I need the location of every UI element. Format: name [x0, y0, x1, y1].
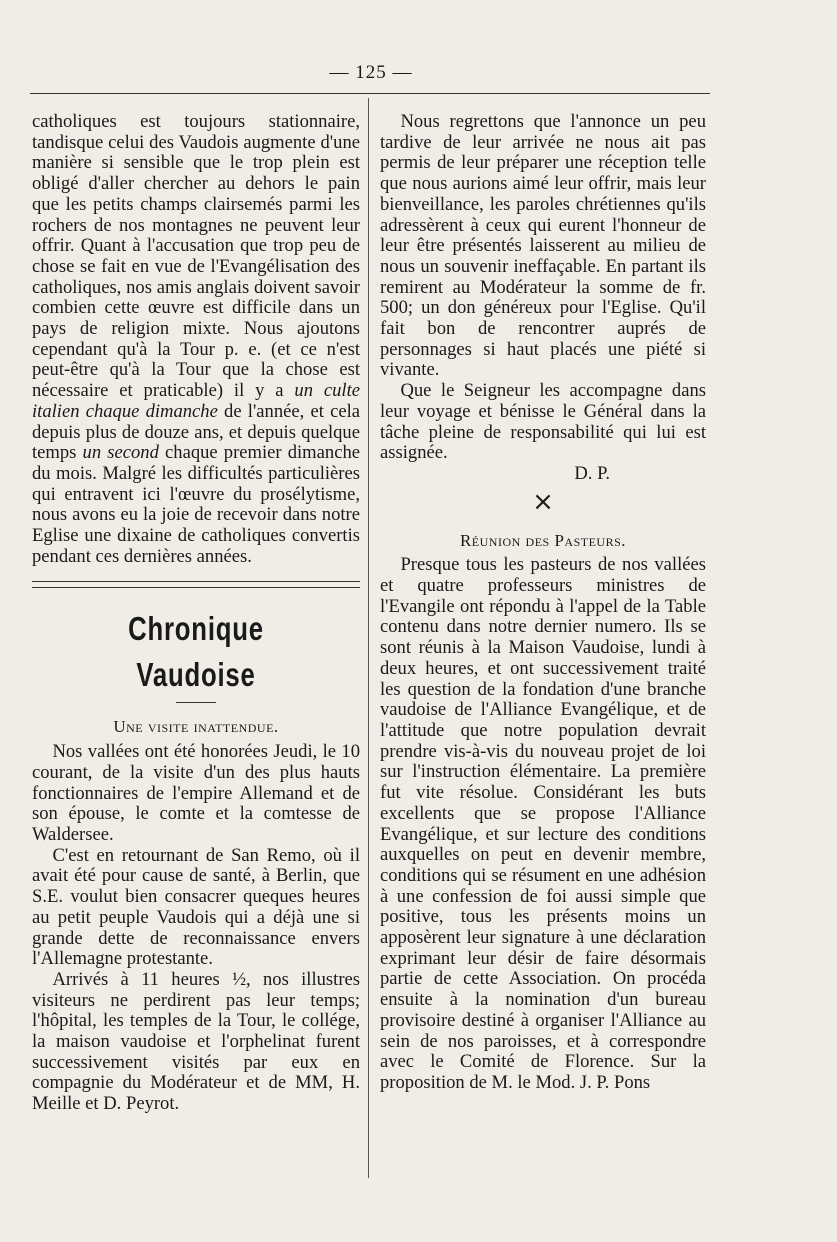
continued-text-3: chaque premier dimanche du mois. Malgré les difficultés particulières qui entravent ici l'œuvre du prosélytisme, nous avons eu la joie de recevoir dans notre Eglise une dixaine de catholiques convertis pendant ces dernières années.: [32, 442, 360, 567]
regret-paragraph: Nous regrettons que l'annonce un peu tardive de leur arrivée ne nous ait pas permis de leur préparer une réception telle que nous aurions aimé leur offrir, mais leur bienveillance, les paroles chrétiennes qu'ils adressèrent à ceux qui eurent l'honneur de leur être présentés laisserent au milieu de nous un souvenir ineffaçable. En partant ils remirent au Modérateur la somme de fr. 500; un don généreux pour l'Eglise. Qu'il fait bon de rencontrer auprés de personnages si haut placés une piété si vivante.: [380, 111, 706, 381]
italic-phrase-2: un second: [82, 442, 159, 464]
section-double-rule: [32, 581, 360, 588]
column-divider: [368, 98, 369, 1178]
reunion-heading: Réunion des Pasteurs.: [459, 530, 627, 550]
visit-paragraph-1: Nos vallées ont été honorées Jeudi, le 10 courant, de la visite d'un des plus hauts fonctionnaires de l'empire Allemand et de son épouse, le comte et la comtesse de Waldersee.: [32, 741, 360, 845]
header-rule: [30, 93, 710, 94]
continued-text: catholiques est toujours stationnaire, tandisque celui des Vaudois augmente d'une manière si sensible que le trop plein est obligé d'aller chercher au dehors le pain que les petits champs clairsemés parmi les rochers de nos montagnes ne peuvent leur offrir. Quant à l'accusation que trop peu de chose se fait en vue de l'Evangélisation des catholiques, nos amis anglais doivent savoir combien cette œuvre est difficile dans un pays de religion mixte. Nous ajoutons cependant qu'à la Tour p. e. (et ce n'est peut-être qu'à la Tour que la chose est nécessaire et praticable) il y a: [32, 111, 360, 402]
blessing-paragraph: Que le Seigneur les accompagne dans leur voyage et bénisse le Général dans la tâche pleine de responsabilité qui lui est assignée.: [380, 380, 706, 464]
cross-separator: ×: [532, 486, 554, 517]
reunion-paragraph: Presque tous les pasteurs de nos vallées et quatre professeurs ministres de l'Evangile ont répondu à l'appel de la Table contenu dans notre dernier numero. Ils se sont réunis à la Maison Vaudoise, lundi à deux heures, et ont successivement traité les question de la fondation d'une branche vaudoise de l'Alliance Evangélique, et de l'attitude que notre population devrait prendre vis-à-vis du nouveau projet de loi sur l'instruction élémentaire. La première fut vite résolue. Considérant les buts excellents que se propose l'Alliance Evangélique, et sur lecture des conditions auxquelles on peut en devenir membre, conditions qui se résument en une adhésion à une confession de foi aussi simple que positive, tous les présents moins un apposèrent leur signature à une déclaration exprimant leur désir de faire désormais partie de cette Association. On procéda ensuite à la nomination d'un bureau provisoire destiné à organiser l'Alliance au sein de nos paroisses, et à correspondre avec le Comité de Florence. Sur la proposition de M. le Mod. J. P. Pons: [380, 554, 706, 1093]
title-dash: [176, 702, 216, 703]
continued-text-2: de l'année, et cela depuis plus de douze ans, et depuis quelque temps: [32, 400, 360, 464]
page-number: — 125 —: [329, 62, 413, 83]
visit-paragraph-3: Arrivés à 11 heures ½, nos illustres visiteurs ne perdirent pas leur temps; l'hôpital, les temples de la Tour, le collége, la maison vaudoise et l'orphelinat furent successivement visités par eux en compagnie du Modérateur et de MM, H. Meille et D. Peyrot.: [32, 968, 360, 1115]
section-title: Chronique Vaudoise: [128, 610, 264, 694]
italic-phrase-1: un culte italien chaque dimanche: [32, 380, 360, 422]
continued-paragraph: [32, 112, 360, 567]
right-column: [380, 112, 706, 1094]
left-column: [32, 112, 360, 1115]
visit-heading: Une visite inattendue.: [113, 717, 279, 737]
signature: D. P.: [574, 462, 610, 484]
visit-paragraph-2: C'est en retournant de San Remo, où il avait été pour cause de santé, à Berlin, que S.E. voulut bien consacrer queques heures au petit peuple Vaudois qui a déjà une si grande dette de reconnaissance envers l'Allemagne protestante.: [32, 844, 360, 970]
